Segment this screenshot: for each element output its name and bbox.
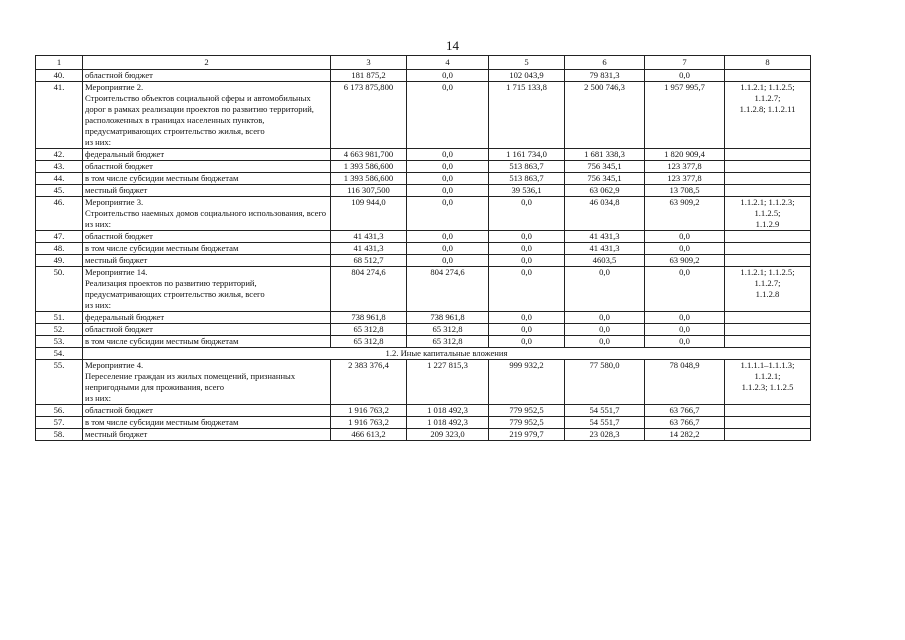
reference-cell: 1.1.2.1; 1.1.2.5; 1.1.2.7; 1.1.2.8; 1.1.2.11 (725, 82, 811, 149)
row-number: 57. (36, 417, 83, 429)
row-description: Мероприятие 2. Строительство объектов социальной сферы и автомобильных дорог в рамках реализации проектов по развитию территорий, расположенных в границах населенных пунктов, предусматривающих строительство жилья, всего из них: (83, 82, 331, 149)
value-cell-c5: 1 715 133,8 (489, 82, 565, 149)
table-row (36, 267, 811, 312)
value-cell-c7: 0,0 (645, 267, 725, 312)
value-cell-c3: 68 512,7 (331, 255, 407, 267)
reference-cell (725, 405, 811, 417)
table-row (36, 405, 811, 417)
value-cell-c6: 756 345,1 (565, 161, 645, 173)
reference-cell: 1.1.2.1; 1.1.2.3; 1.1.2.5; 1.1.2.9 (725, 197, 811, 231)
row-description: федеральный бюджет (83, 149, 331, 161)
value-cell-c7: 13 708,5 (645, 185, 725, 197)
value-cell-c7: 63 766,7 (645, 417, 725, 429)
value-cell-c6: 0,0 (565, 324, 645, 336)
reference-cell (725, 243, 811, 255)
row-description: областной бюджет (83, 324, 331, 336)
value-cell-c4: 0,0 (407, 231, 489, 243)
value-cell-c3: 181 875,2 (331, 70, 407, 82)
reference-cell (725, 255, 811, 267)
row-description: областной бюджет (83, 231, 331, 243)
value-cell-c3: 65 312,8 (331, 336, 407, 348)
value-cell-c5: 0,0 (489, 336, 565, 348)
reference-cell (725, 429, 811, 441)
value-cell-c5: 999 932,2 (489, 360, 565, 405)
value-cell-c6: 54 551,7 (565, 417, 645, 429)
value-cell-c6: 2 500 746,3 (565, 82, 645, 149)
value-cell-c6: 41 431,3 (565, 243, 645, 255)
value-cell-c6: 1 681 338,3 (565, 149, 645, 161)
row-number: 46. (36, 197, 83, 231)
value-cell-c7: 0,0 (645, 336, 725, 348)
row-description: в том числе субсидии местным бюджетам (83, 243, 331, 255)
value-cell-c7: 1 820 909,4 (645, 149, 725, 161)
value-cell-c4: 0,0 (407, 197, 489, 231)
row-number: 50. (36, 267, 83, 312)
row-number: 47. (36, 231, 83, 243)
row-number: 41. (36, 82, 83, 149)
header-row (36, 56, 811, 70)
reference-cell: 1.1.2.1; 1.1.2.5; 1.1.2.7; 1.1.2.8 (725, 267, 811, 312)
value-cell-c4: 0,0 (407, 149, 489, 161)
row-number: 55. (36, 360, 83, 405)
value-cell-c7: 1 957 995,7 (645, 82, 725, 149)
table-row (36, 70, 811, 82)
table-row (36, 82, 811, 149)
value-cell-c4: 0,0 (407, 255, 489, 267)
value-cell-c7: 123 377,8 (645, 161, 725, 173)
row-description: областной бюджет (83, 161, 331, 173)
value-cell-c3: 116 307,500 (331, 185, 407, 197)
table-row (36, 185, 811, 197)
value-cell-c3: 6 173 875,800 (331, 82, 407, 149)
value-cell-c4: 0,0 (407, 82, 489, 149)
value-cell-c7: 63 766,7 (645, 405, 725, 417)
table-body (36, 70, 811, 441)
row-number: 48. (36, 243, 83, 255)
reference-cell (725, 70, 811, 82)
table-row (36, 255, 811, 267)
table-row (36, 336, 811, 348)
value-cell-c6: 41 431,3 (565, 231, 645, 243)
value-cell-c5: 219 979,7 (489, 429, 565, 441)
reference-cell: 1.1.1.1–1.1.1.3; 1.1.2.1; 1.1.2.3; 1.1.2.5 (725, 360, 811, 405)
header-cell-2: 2 (83, 56, 331, 70)
value-cell-c6: 0,0 (565, 312, 645, 324)
header-cell-7: 7 (645, 56, 725, 70)
table-row (36, 197, 811, 231)
value-cell-c6: 54 551,7 (565, 405, 645, 417)
value-cell-c4: 209 323,0 (407, 429, 489, 441)
value-cell-c5: 0,0 (489, 255, 565, 267)
value-cell-c5: 0,0 (489, 197, 565, 231)
value-cell-c4: 65 312,8 (407, 336, 489, 348)
page-number: 14 (446, 38, 459, 53)
row-description: местный бюджет (83, 255, 331, 267)
row-description: Мероприятие 14. Реализация проектов по развитию территорий, предусматривающих строительство жилья, всего из них: (83, 267, 331, 312)
value-cell-c3: 65 312,8 (331, 324, 407, 336)
row-number: 53. (36, 336, 83, 348)
value-cell-c6: 77 580,0 (565, 360, 645, 405)
section-heading: 1.2. Иные капитальные вложения (83, 348, 811, 360)
row-number: 58. (36, 429, 83, 441)
value-cell-c6: 46 034,8 (565, 197, 645, 231)
value-cell-c6: 0,0 (565, 267, 645, 312)
value-cell-c7: 0,0 (645, 231, 725, 243)
reference-cell (725, 161, 811, 173)
value-cell-c4: 0,0 (407, 161, 489, 173)
value-cell-c5: 779 952,5 (489, 405, 565, 417)
value-cell-c6: 63 062,9 (565, 185, 645, 197)
header-cell-4: 4 (407, 56, 489, 70)
row-description: Мероприятие 4. Переселение граждан из жилых помещений, признанных непригодными для проживания, всего из них: (83, 360, 331, 405)
value-cell-c6: 4603,5 (565, 255, 645, 267)
row-number: 45. (36, 185, 83, 197)
table-row (36, 161, 811, 173)
table-row (36, 348, 811, 360)
reference-cell (725, 336, 811, 348)
value-cell-c7: 0,0 (645, 70, 725, 82)
value-cell-c4: 1 018 492,3 (407, 405, 489, 417)
reference-cell (725, 173, 811, 185)
value-cell-c7: 78 048,9 (645, 360, 725, 405)
value-cell-c7: 123 377,8 (645, 173, 725, 185)
row-number: 52. (36, 324, 83, 336)
row-number: 40. (36, 70, 83, 82)
row-description: местный бюджет (83, 185, 331, 197)
header-cell-3: 3 (331, 56, 407, 70)
row-number: 42. (36, 149, 83, 161)
table-row (36, 429, 811, 441)
value-cell-c7: 0,0 (645, 243, 725, 255)
budget-table (35, 55, 811, 441)
row-description: областной бюджет (83, 405, 331, 417)
header-cell-1: 1 (36, 56, 83, 70)
value-cell-c4: 804 274,6 (407, 267, 489, 312)
value-cell-c5: 513 863,7 (489, 161, 565, 173)
value-cell-c3: 41 431,3 (331, 243, 407, 255)
value-cell-c3: 4 663 981,700 (331, 149, 407, 161)
row-description: Мероприятие 3. Строительство наемных домов социального использования, всего из них: (83, 197, 331, 231)
table-row (36, 312, 811, 324)
header-cell-8: 8 (725, 56, 811, 70)
reference-cell (725, 185, 811, 197)
value-cell-c5: 1 161 734,0 (489, 149, 565, 161)
row-description: в том числе субсидии местным бюджетам (83, 173, 331, 185)
row-description: в том числе субсидии местным бюджетам (83, 336, 331, 348)
table-row (36, 173, 811, 185)
value-cell-c4: 0,0 (407, 173, 489, 185)
value-cell-c5: 39 536,1 (489, 185, 565, 197)
value-cell-c7: 0,0 (645, 312, 725, 324)
value-cell-c5: 0,0 (489, 243, 565, 255)
value-cell-c3: 466 613,2 (331, 429, 407, 441)
value-cell-c4: 1 018 492,3 (407, 417, 489, 429)
header-cell-6: 6 (565, 56, 645, 70)
value-cell-c4: 0,0 (407, 185, 489, 197)
value-cell-c7: 63 909,2 (645, 255, 725, 267)
value-cell-c5: 102 043,9 (489, 70, 565, 82)
value-cell-c6: 79 831,3 (565, 70, 645, 82)
value-cell-c7: 14 282,2 (645, 429, 725, 441)
table-row (36, 149, 811, 161)
value-cell-c4: 0,0 (407, 243, 489, 255)
value-cell-c4: 65 312,8 (407, 324, 489, 336)
value-cell-c3: 738 961,8 (331, 312, 407, 324)
reference-cell (725, 324, 811, 336)
table-row (36, 231, 811, 243)
value-cell-c3: 1 916 763,2 (331, 405, 407, 417)
value-cell-c5: 779 952,5 (489, 417, 565, 429)
row-description: областной бюджет (83, 70, 331, 82)
row-number: 49. (36, 255, 83, 267)
value-cell-c6: 756 345,1 (565, 173, 645, 185)
value-cell-c7: 0,0 (645, 324, 725, 336)
row-description: в том числе субсидии местным бюджетам (83, 417, 331, 429)
table-row (36, 324, 811, 336)
reference-cell (725, 417, 811, 429)
value-cell-c5: 0,0 (489, 312, 565, 324)
value-cell-c5: 0,0 (489, 267, 565, 312)
table-row (36, 243, 811, 255)
value-cell-c3: 1 393 586,600 (331, 161, 407, 173)
row-number: 56. (36, 405, 83, 417)
value-cell-c3: 109 944,0 (331, 197, 407, 231)
table-row (36, 417, 811, 429)
row-description: федеральный бюджет (83, 312, 331, 324)
row-description: местный бюджет (83, 429, 331, 441)
value-cell-c7: 63 909,2 (645, 197, 725, 231)
reference-cell (725, 312, 811, 324)
value-cell-c3: 1 393 586,600 (331, 173, 407, 185)
row-number: 43. (36, 161, 83, 173)
value-cell-c5: 513 863,7 (489, 173, 565, 185)
header-cell-5: 5 (489, 56, 565, 70)
value-cell-c3: 41 431,3 (331, 231, 407, 243)
value-cell-c5: 0,0 (489, 324, 565, 336)
value-cell-c4: 1 227 815,3 (407, 360, 489, 405)
value-cell-c3: 1 916 763,2 (331, 417, 407, 429)
reference-cell (725, 231, 811, 243)
value-cell-c6: 0,0 (565, 336, 645, 348)
value-cell-c6: 23 028,3 (565, 429, 645, 441)
value-cell-c4: 0,0 (407, 70, 489, 82)
row-number: 54. (36, 348, 83, 360)
value-cell-c4: 738 961,8 (407, 312, 489, 324)
value-cell-c3: 2 383 376,4 (331, 360, 407, 405)
row-number: 44. (36, 173, 83, 185)
reference-cell (725, 149, 811, 161)
row-number: 51. (36, 312, 83, 324)
value-cell-c5: 0,0 (489, 231, 565, 243)
table-row (36, 360, 811, 405)
value-cell-c3: 804 274,6 (331, 267, 407, 312)
